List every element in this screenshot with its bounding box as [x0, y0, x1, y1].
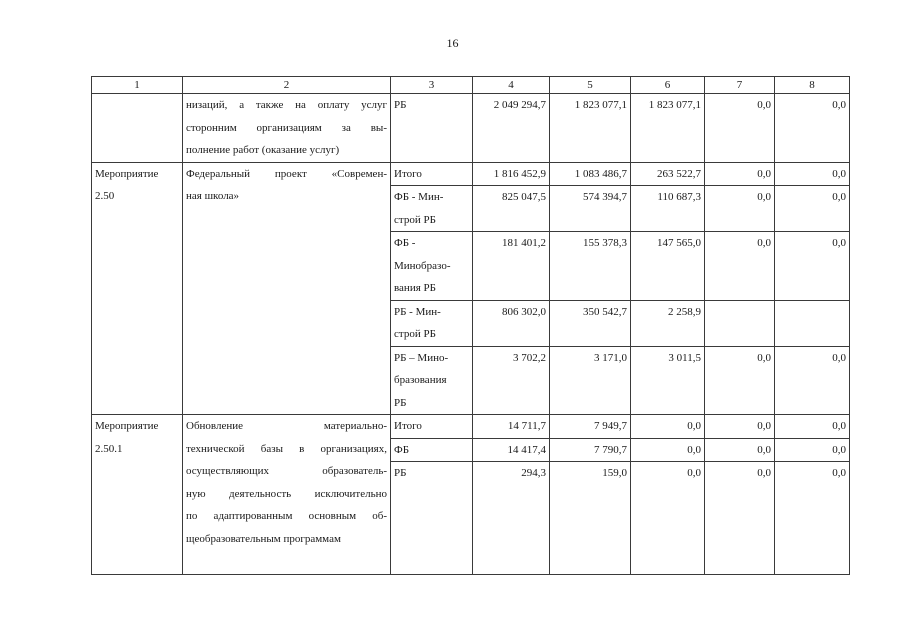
cell-line: Федеральный проект «Современ-	[186, 167, 387, 180]
amount-v7: 0,0	[705, 94, 775, 163]
cell-line: ную деятельность исключительно	[186, 487, 387, 500]
activity-cell	[92, 94, 183, 163]
amount-v4: 14 711,7	[473, 415, 550, 439]
amount-v7: 0,0	[705, 415, 775, 439]
table-row	[92, 415, 850, 439]
funding-source-cell	[391, 162, 473, 186]
amount-v8: 0,0	[775, 438, 850, 462]
budget-table	[91, 76, 850, 575]
column-header-6: 6	[631, 77, 705, 94]
column-header-5: 5	[550, 77, 631, 94]
amount-v4: 1 816 452,9	[473, 162, 550, 186]
amount-v5: 7 949,7	[550, 415, 631, 439]
amount-v4: 3 702,2	[473, 346, 550, 415]
amount-v7	[705, 300, 775, 346]
description-cell	[183, 415, 391, 575]
funding-source-cell	[391, 186, 473, 232]
cell-line: осуществляющих образователь-	[186, 465, 387, 477]
amount-v8: 0,0	[775, 415, 850, 439]
description-cell	[183, 94, 391, 163]
cell-line: низаций, а также на оплату услуг	[186, 99, 387, 111]
cell-line: строй РБ	[394, 328, 436, 340]
cell-line: Мероприятие	[95, 420, 159, 432]
table-body	[92, 77, 850, 575]
cell-line: технической базы в организациях,	[186, 442, 387, 455]
header-row	[92, 77, 850, 94]
amount-v5: 350 542,7	[550, 300, 631, 346]
column-header-8: 8	[775, 77, 850, 94]
amount-v8: 0,0	[775, 94, 850, 163]
amount-v7: 0,0	[705, 162, 775, 186]
cell-line: 2.50	[95, 190, 115, 202]
cell-line: 2.50.1	[95, 442, 123, 455]
funding-source-cell	[391, 346, 473, 415]
cell-line: по адаптированным основным об-	[186, 510, 387, 522]
amount-v8: 0,0	[775, 232, 850, 301]
column-header-2: 2	[183, 77, 391, 94]
amount-v8: 0,0	[775, 462, 850, 575]
amount-v5: 574 394,7	[550, 186, 631, 232]
activity-cell	[92, 162, 183, 415]
cell-line: бразования	[394, 374, 447, 386]
amount-v8: 0,0	[775, 346, 850, 415]
page-number: 16	[446, 36, 459, 50]
activity-cell	[92, 415, 183, 575]
amount-v5: 155 378,3	[550, 232, 631, 301]
amount-v7: 0,0	[705, 438, 775, 462]
amount-v4: 14 417,4	[473, 438, 550, 462]
table-row	[92, 162, 850, 186]
cell-line: РБ – Мино-	[394, 351, 449, 364]
column-header-3: 3	[391, 77, 473, 94]
amount-v5: 1 823 077,1	[550, 94, 631, 163]
cell-line: Обновление материально-	[186, 420, 387, 432]
amount-v7: 0,0	[705, 186, 775, 232]
amount-v4: 2 049 294,7	[473, 94, 550, 163]
amount-v5: 7 790,7	[550, 438, 631, 462]
funding-source-cell	[391, 232, 473, 301]
cell-line: РБ	[394, 396, 407, 409]
amount-v5: 159,0	[550, 462, 631, 575]
cell-line: Минобразо-	[394, 259, 451, 272]
description-cell	[183, 162, 391, 415]
amount-v6: 263 522,7	[631, 162, 705, 186]
amount-v4: 294,3	[473, 462, 550, 575]
amount-v7: 0,0	[705, 346, 775, 415]
amount-v6: 2 258,9	[631, 300, 705, 346]
column-header-7: 7	[705, 77, 775, 94]
funding-source-cell	[391, 300, 473, 346]
table-row	[92, 94, 850, 163]
cell-line: ФБ - Мин-	[394, 191, 444, 203]
amount-v4: 825 047,5	[473, 186, 550, 232]
amount-v8: 0,0	[775, 162, 850, 186]
cell-line: РБ - Мин-	[394, 305, 441, 318]
amount-v7: 0,0	[705, 232, 775, 301]
amount-v6: 0,0	[631, 462, 705, 575]
cell-line: ная школа»	[186, 190, 240, 202]
cell-line: РБ	[394, 467, 407, 479]
column-header-4: 4	[473, 77, 550, 94]
funding-source-cell	[391, 462, 473, 575]
cell-line: Итого	[394, 167, 422, 180]
cell-line: ФБ	[394, 443, 410, 456]
cell-line: ФБ -	[394, 237, 416, 249]
funding-source-cell	[391, 438, 473, 462]
amount-v6: 147 565,0	[631, 232, 705, 301]
amount-v6: 1 823 077,1	[631, 94, 705, 163]
amount-v6: 0,0	[631, 415, 705, 439]
amount-v7: 0,0	[705, 462, 775, 575]
funding-source-cell	[391, 415, 473, 439]
cell-line: полнение работ (оказание услуг)	[186, 144, 340, 156]
amount-v5: 3 171,0	[550, 346, 631, 415]
cell-line: сторонним организациям за вы-	[186, 121, 387, 134]
column-header-1: 1	[92, 77, 183, 94]
funding-source-cell	[391, 94, 473, 163]
amount-v6: 0,0	[631, 438, 705, 462]
amount-v5: 1 083 486,7	[550, 162, 631, 186]
cell-line: Мероприятие	[95, 167, 159, 180]
cell-line: вания РБ	[394, 282, 436, 294]
amount-v6: 3 011,5	[631, 346, 705, 415]
cell-line: РБ	[394, 99, 407, 111]
amount-v4: 806 302,0	[473, 300, 550, 346]
cell-line: Итого	[394, 420, 422, 432]
cell-line: строй РБ	[394, 213, 436, 226]
amount-v4: 181 401,2	[473, 232, 550, 301]
cell-line: щеобразовательным программам	[186, 532, 341, 545]
amount-v8: 0,0	[775, 186, 850, 232]
amount-v6: 110 687,3	[631, 186, 705, 232]
amount-v8	[775, 300, 850, 346]
